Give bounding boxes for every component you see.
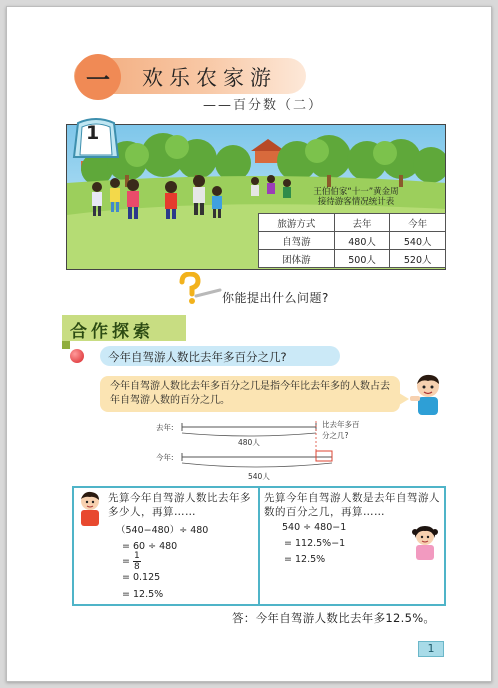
table-header-cell: 今年 xyxy=(390,214,446,232)
table-cell: 480人 xyxy=(334,232,390,250)
question-mark-icon xyxy=(176,272,222,306)
left-step-2-equals: = xyxy=(122,556,130,567)
diagram-last-year-label: 去年: xyxy=(156,423,174,432)
boy-character-icon xyxy=(408,372,448,420)
solutions-divider xyxy=(258,486,260,606)
question-prompt: 你能提出什么问题? xyxy=(222,291,329,305)
section-banner-tab xyxy=(62,341,70,349)
page-number: 1 xyxy=(427,642,435,655)
section-title: 合作探索 xyxy=(70,322,154,342)
visitor-statistics-table xyxy=(258,213,446,268)
diagram-more-label-line2: 分之几? xyxy=(322,431,349,440)
girl-character-icon xyxy=(410,524,440,562)
table-row xyxy=(259,250,446,268)
left-step-3: = 0.125 xyxy=(122,572,161,583)
diagram-this-year-value: 540人 xyxy=(248,472,270,481)
left-expression: （540−480）÷ 480 xyxy=(116,525,209,536)
diagram-more-label-line1: 比去年多百 xyxy=(322,420,360,429)
boy-thinking-icon xyxy=(76,490,104,528)
stats-table-title xyxy=(258,187,446,207)
table-header-row xyxy=(259,214,446,232)
stats-title-line1: 王伯伯家“十一”黄金周 xyxy=(313,187,399,197)
answer-text: 答：今年自驾游人数比去年多12.5%。 xyxy=(232,611,436,625)
right-solution-heading: 先算今年自驾游人数是去年自驾游人数的百分之几，再算…… xyxy=(264,492,440,518)
table-header-cell: 旅游方式 xyxy=(259,214,335,232)
fraction-one-eighth xyxy=(133,551,141,572)
right-step-1: = 112.5%−1 xyxy=(284,538,346,549)
problem-question-text: 今年自驾游人数比去年多百分之几? xyxy=(108,350,287,364)
left-solution-heading: 先算今年自驾游人数比去年多多少人，再算…… xyxy=(108,492,251,518)
unit-title: 欢乐农家游 xyxy=(142,66,277,90)
fraction-denominator: 8 xyxy=(134,562,140,572)
right-step-2: = 12.5% xyxy=(284,554,326,565)
diagram-last-year-value: 480人 xyxy=(238,438,260,447)
red-bullet-icon xyxy=(70,349,84,363)
unit-number: 一 xyxy=(86,65,110,94)
problem-number: 1 xyxy=(86,122,100,144)
unit-subtitle: ——百分数（二） xyxy=(203,98,324,113)
right-expression: 540 ÷ 480−1 xyxy=(282,522,347,533)
diagram-this-year-label: 今年: xyxy=(156,453,174,462)
stats-title-line2: 接待游客情况统计表 xyxy=(317,197,395,207)
unit-number-circle xyxy=(75,54,121,100)
bar-model-diagram xyxy=(150,417,380,485)
table-row xyxy=(259,232,446,250)
fraction-numerator: 1 xyxy=(134,551,140,561)
table-cell: 540人 xyxy=(390,232,446,250)
left-step-1: = 60 ÷ 480 xyxy=(122,541,178,552)
left-step-4: = 12.5% xyxy=(122,589,164,600)
explanation-note: 今年自驾游人数比去年多百分之几是指今年比去年多的人数占去年自驾游人数的百分之几。 xyxy=(100,376,400,412)
table-cell: 团体游 xyxy=(259,250,335,268)
table-cell: 500人 xyxy=(334,250,390,268)
table-header-cell: 去年 xyxy=(334,214,390,232)
visitor-statistics-table-block xyxy=(258,187,446,268)
table-cell: 520人 xyxy=(390,250,446,268)
table-cell: 自驾游 xyxy=(259,232,335,250)
left-step-2 xyxy=(122,551,141,572)
